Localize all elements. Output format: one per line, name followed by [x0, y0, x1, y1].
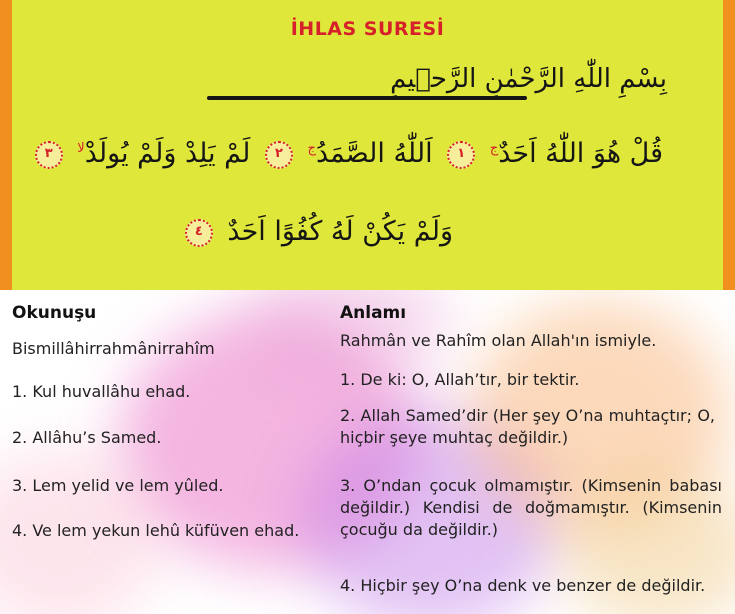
arabic-panel: [12, 0, 723, 290]
waqf-mark-3: لا: [77, 141, 85, 156]
arabic-line-2: [179, 216, 453, 247]
ayah-3-arabic: لَمْ يَلِدْ وَلَمْ يُولَدْ: [84, 138, 251, 169]
okunusu-item-3: 3. Lem yelid ve lem yûled.: [12, 476, 224, 495]
basmala-arabic: بِسْمِ اللّٰهِ الرَّحْمٰنِ الرَّح۪يمِ: [390, 64, 667, 94]
anlami-item-4: 4. Hiçbir şey O’na denk ve benzer de değildir.: [340, 576, 706, 595]
anlami-item-1: 1. De ki: O, Allah’tır, bir tektir.: [340, 370, 580, 389]
ayah-number-4: ٤: [185, 219, 213, 247]
orange-frame: [0, 0, 735, 290]
ayah-2-arabic: اَللّٰهُ الصَّمَدُ: [315, 138, 433, 169]
anlami-item-2: 2. Allah Samed’dir (Her şey O’na muhtaçtır; O, hiçbir şeye muhtaç değildir.): [340, 406, 715, 447]
ayah-number-1: ١: [447, 141, 475, 169]
ayah-number-2: ٢: [265, 141, 293, 169]
okunusu-item-1: 1. Kul huvallâhu ehad.: [12, 382, 191, 401]
okunusu-heading: Okunuşu: [12, 303, 97, 323]
anlami-heading: Anlamı: [340, 303, 407, 323]
okunusu-basmala: Bismillâhirrahmânirrahîm: [12, 339, 215, 358]
basmala-calligraphy: [47, 58, 667, 118]
anlami-item-3: 3. O’ndan çocuk olmamıştır. (Kimsenin babası değildir.) Kendisi de doğmamıştır. (Kimsenin çocuğu da değildir.): [340, 476, 722, 539]
waqf-mark-1: ج: [489, 141, 499, 156]
waqf-mark-2: ج: [307, 141, 316, 156]
page-title: İHLAS SURESİ: [290, 18, 445, 40]
calligraphy-stroke: [207, 96, 527, 100]
ayah-4-arabic: وَلَمْ يَكُنْ لَهُ كُفُوًا اَحَدٌ: [227, 216, 453, 247]
watercolor-background: [0, 290, 735, 614]
arabic-line-1: [29, 138, 663, 169]
okunusu-item-2: 2. Allâhu’s Samed.: [12, 428, 162, 447]
ayah-number-3: ٣: [35, 141, 63, 169]
anlami-basmala: Rahmân ve Rahîm olan Allah'ın ismiyle.: [340, 331, 657, 350]
okunusu-item-4: 4. Ve lem yekun lehû küfüven ehad.: [12, 521, 300, 540]
ayah-1-arabic: قُلْ هُوَ اللّٰهُ اَحَدٌ: [498, 138, 663, 169]
